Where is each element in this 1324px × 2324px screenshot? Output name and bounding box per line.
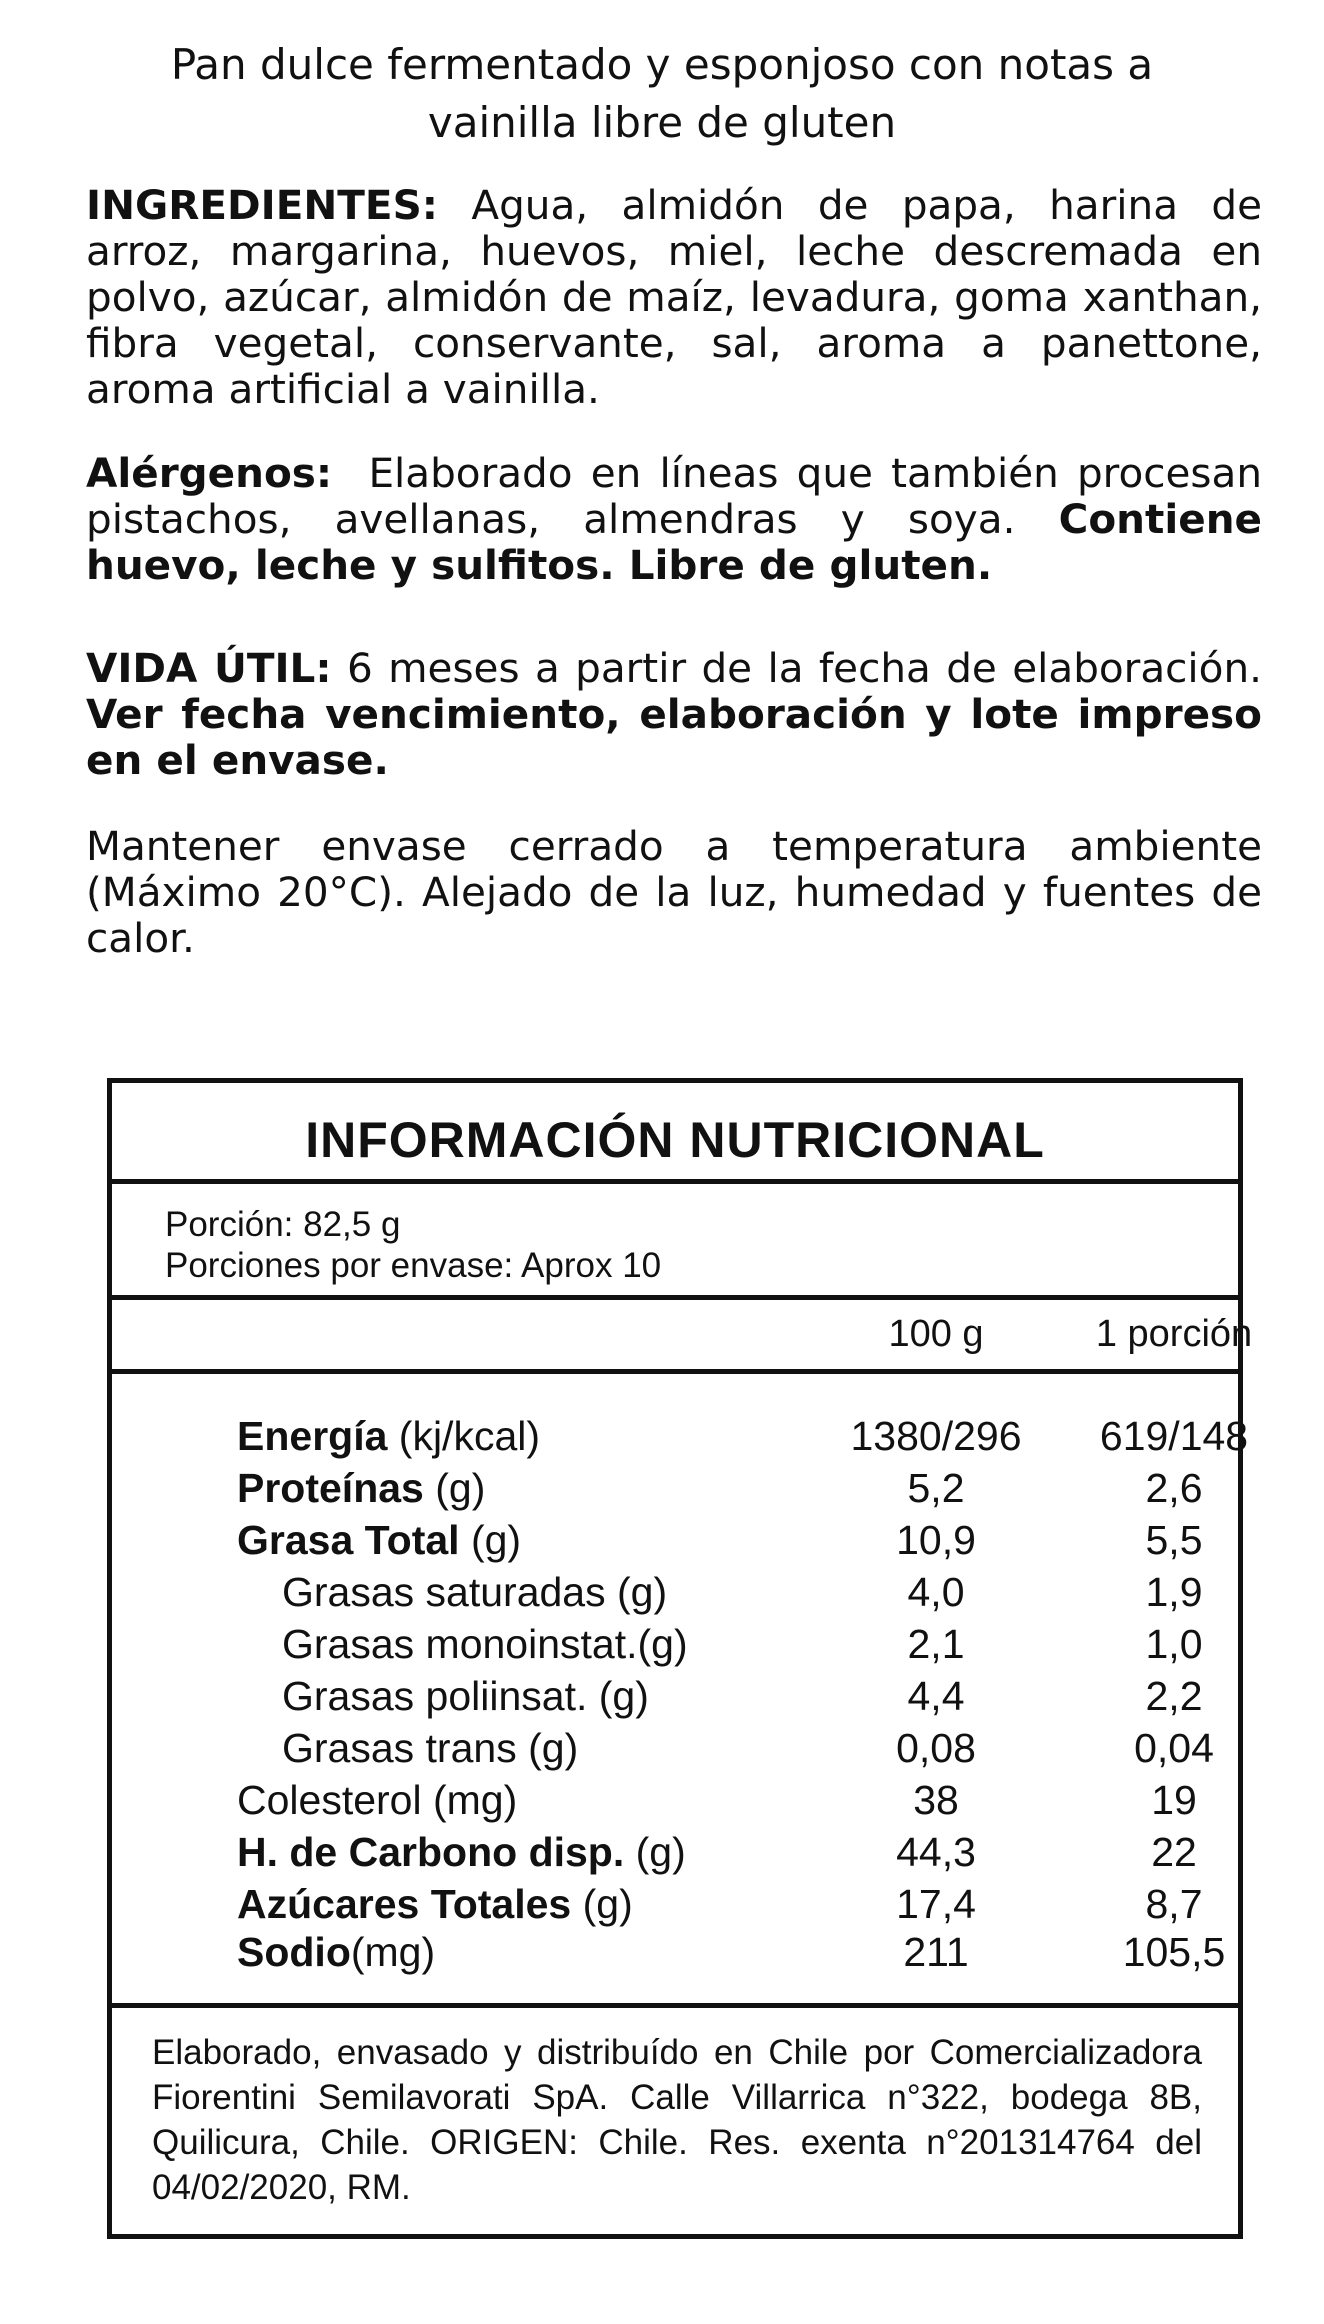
divider-title [112,1179,1238,1184]
nutrition-facts-panel [107,1078,1253,2239]
nutrient-row-total-sugars [112,1881,1238,1933]
nutrient-value-100g: 44,3 [896,1829,976,1875]
nutrient-value-100g: 4,4 [907,1673,965,1719]
nutrient-name: Colesterol (mg) [237,1777,518,1823]
nutrient-row-total-fat [112,1517,1238,1569]
nutrient-name: Proteínas (g) [237,1465,486,1511]
storage-text: Mantener envase cerrado a temperatura ambiente (Máximo 20°C). Alejado de la luz, humedad y fuentes de calor. [86,822,1262,962]
divider-serving [112,1295,1238,1300]
nutrient-row-monounsaturated-fat [112,1621,1238,1673]
nutrient-value-portion: 0,04 [1134,1725,1214,1771]
nutrient-name: Grasas trans (g) [282,1725,579,1771]
ingredients-paragraph [86,182,1262,412]
product-description [80,36,1244,152]
nutrient-value-100g: 5,2 [907,1465,965,1511]
nutrient-name: Sodio(mg) [237,1929,436,1975]
divider-footer [112,2003,1238,2008]
nutrient-row-energy [112,1413,1249,1465]
nutrient-value-portion: 22 [1151,1829,1197,1875]
allergens-bold-text: Contiene huevo, leche y sulfitos. Libre de gluten. [86,495,1262,589]
nutrient-value-100g: 2,1 [907,1621,965,1667]
nutrient-row-carbohydrates [112,1829,1238,1881]
nutrient-value-portion: 1,9 [1145,1569,1203,1615]
nutrient-row-protein [112,1465,1238,1517]
ingredients-text: Agua, almidón de papa, harina de arroz, margarina, huevos, miel, leche descremada en polvo, azúcar, almidón de maíz, levadura, goma xanthan, fibra vegetal, conservante, sal, aroma a panettone, aroma artificial a vainilla. [86,181,1263,413]
allergens-label: Alérgenos: [86,449,333,497]
ingredients-label: INGREDIENTES: [86,181,438,229]
nutrient-value-portion: 19 [1151,1777,1197,1823]
column-header-portion: 1 porción [1095,1313,1253,1355]
nutrient-row-sodium [112,1929,1238,1981]
portion-size: Porción: 82,5 g [165,1205,401,1244]
shelf-life-label: VIDA ÚTIL: [86,644,332,692]
nutrient-value-portion: 619/148 [1099,1413,1249,1459]
column-header-100g: 100 g [888,1313,984,1355]
product-description-line-1: Pan dulce fermentado y esponjoso con notas a [170,40,1154,89]
shelf-life-text: 6 meses a partir de la fecha de elaboración. [346,644,1262,692]
nutrient-row-polyunsaturated-fat [112,1673,1238,1725]
nutrient-value-100g: 17,4 [896,1881,976,1927]
nutrient-value-100g: 38 [913,1777,959,1823]
nutrient-value-portion: 5,5 [1145,1517,1203,1563]
nutrient-name: Grasa Total (g) [237,1517,522,1563]
shelf-life-paragraph [86,645,1262,783]
manufacturer-note: Elaborado, envasado y distribuído en Chile por Comercializadora Fiorentini Semilavorati SpA. Calle Villarrica n°322, bodega 8B, Quilicura, Chile. ORIGEN: Chile. Res. exenta n°201314764 del 04/02/2020, RM. [152,2033,1202,2207]
nutrition-title: INFORMACIÓN NUTRICIONAL [305,1112,1045,1168]
nutrient-value-100g: 4,0 [907,1569,965,1615]
nutrient-value-portion: 8,7 [1145,1881,1203,1927]
nutrient-name: Grasas monoinstat.(g) [282,1621,688,1667]
divider-columns [112,1369,1238,1374]
nutrient-value-100g: 10,9 [896,1517,976,1563]
nutrient-name: Grasas poliinsat. (g) [282,1673,649,1719]
nutrient-row-cholesterol [112,1777,1238,1829]
nutrient-value-100g: 0,08 [896,1725,976,1771]
nutrient-value-100g: 1380/296 [850,1413,1022,1459]
nutrient-value-100g: 211 [903,1929,969,1975]
product-description-line-2: vainilla libre de gluten [427,98,897,147]
shelf-life-bold-text: Ver fecha vencimiento, elaboración y lote impreso en el envase. [86,690,1262,784]
allergens-text: Elaborado en líneas que también procesan pistachos, avellanas, almendras y soya. [86,449,1262,543]
nutrient-value-portion: 2,2 [1145,1673,1203,1719]
portions-per-pack: Porciones por envase: Aprox 10 [165,1246,662,1285]
allergens-paragraph [86,450,1262,588]
nutrient-value-portion: 1,0 [1145,1621,1203,1667]
nutrient-row-saturated-fat [112,1569,1238,1621]
nutrient-name: Azúcares Totales (g) [237,1881,633,1927]
nutrient-value-portion: 105,5 [1122,1929,1226,1975]
nutrient-name: Energía (kj/kcal) [237,1413,541,1459]
nutrient-row-trans-fat [112,1725,1238,1777]
nutrient-value-portion: 2,6 [1145,1465,1203,1511]
storage-paragraph [86,823,1262,961]
nutrient-name: Grasas saturadas (g) [282,1569,668,1615]
nutrient-name: H. de Carbono disp. (g) [237,1829,686,1875]
